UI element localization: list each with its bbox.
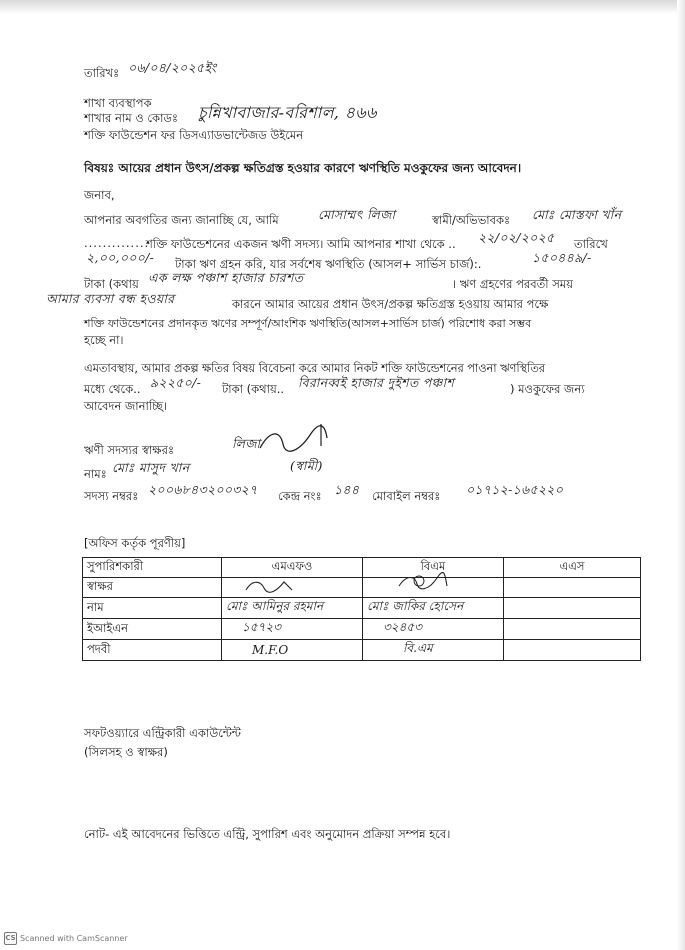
body-text: হচ্ছে না।	[84, 333, 124, 347]
member-signature: লিজা	[232, 436, 261, 451]
body-text: । ঋণ গ্রহণের পরবর্তী সময়	[452, 277, 573, 291]
row-label: নাম	[83, 598, 222, 619]
as-signature-cell	[504, 578, 641, 598]
center-number-label: কেন্দ্র নংঃ	[278, 489, 322, 503]
mfo-name: মোঃ আমিনুর রহমান	[222, 598, 363, 619]
recommendation-table	[82, 557, 641, 661]
table-header-row	[83, 558, 641, 578]
scanner-text: Scanned with CamScanner	[20, 934, 128, 943]
row-label: স্বাক্ষর	[83, 578, 222, 598]
mfo-signature-cell	[222, 578, 363, 598]
office-section-label: [অফিস কর্তৃক পূরণীয়]	[84, 536, 186, 550]
body-text: টাকা ঋণ গ্রহন করি, যার সর্বশেষ ঋণস্থিতি (আসল+ সার্ভিস চার্জ):.	[175, 257, 482, 271]
body-text: মধ্যে থেকে..	[84, 382, 141, 396]
member-name-value: মোঃ মাসুদ খান	[112, 460, 190, 475]
mfo-designation: M.F.O	[222, 640, 363, 661]
signature-scribble	[255, 420, 335, 460]
scanner-watermark	[4, 932, 128, 945]
hw-waiver-words: বিরানব্বই হাজার দুইশত পঞ্চাশ	[298, 375, 455, 390]
camscanner-logo-icon: CS	[4, 932, 17, 945]
bm-signature-cell	[363, 578, 504, 598]
member-name-note: (স্বামী)	[290, 458, 323, 473]
accountant-line: সফটওয়্যারে এন্ট্রিকারী একাউন্টেন্ট	[84, 726, 241, 740]
member-number-label: সদস্য নম্বরঃ	[84, 489, 139, 503]
body-text: এমতাবস্থায়, আমার প্রকল্প ক্ষতির বিষয় বিবেচনা করে আমার নিকট শক্তি ফাউন্ডেশনের পাওনা ঋণস্থিতির	[84, 362, 545, 375]
bm-ein: ৩২৪৫৩	[363, 619, 504, 640]
scan-edge-top	[0, 0, 685, 14]
body-text: কারনে আমার আয়ের প্রধান উৎস/প্রকল্প ক্ষতিগ্রস্ত হওয়ায় আমার পক্ষে	[232, 297, 549, 311]
table-header: বিএম	[363, 558, 504, 578]
accountant-seal-line: (সিলসহ ও স্বাক্ষর)	[84, 745, 168, 759]
hw-outstanding-words: এক লক্ষ পঞ্চাশ হাজার চারশত	[148, 270, 304, 285]
bm-name: মোঃ জাকির হোসেন	[363, 598, 504, 619]
member-number-value: ২০০৬৮৪৩২০০৩২৭	[148, 482, 258, 497]
body-text: টাকা (কথায়	[84, 277, 139, 291]
table-header: সুপারিশকারী	[83, 558, 222, 578]
center-number-value: ১৪৪	[334, 482, 360, 497]
footer-note: নোট- এই আবেদনের ভিত্তিতে এন্ট্রি, সুপারিশ এবং অনুমোদন প্রক্রিয়া সম্পন্ন হবে।	[84, 827, 451, 841]
bm-designation: বি.এম	[363, 640, 504, 661]
signature-label: ঋণী সদস্যর স্বাক্ষরঃ	[84, 443, 175, 457]
body-text: তারিখে	[574, 237, 608, 251]
as-ein	[504, 619, 641, 640]
date-value: ০৬/০৪/২০২৫ইং	[128, 60, 217, 75]
branch-manager: শাখা ব্যবস্থাপক	[84, 96, 152, 110]
hw-waiver-amount: ৯২২৫০/-	[150, 375, 202, 390]
organization-name: শক্তি ফাউন্ডেশন ফর ডিসএ্যাডভান্টেজড উইমেন	[84, 128, 304, 142]
subject-line: বিষয়ঃ আয়ের প্রধান উৎস/প্রকল্প ক্ষতিগ্রস্ত হওয়ার কারণে ঋণস্থিতি মওকুফের জন্য আবেদন।	[84, 161, 522, 175]
branch-name-label: শাখার নাম ও কোডঃ	[84, 111, 179, 125]
body-text: শক্তি ফাউন্ডেশনের প্রদানকৃত ঋণের সম্পূর্ণ/আংশিক ঋণস্থিতি(আসল+সার্ভিস চার্জ) পরিশোধ করা সম্ভব	[84, 317, 532, 330]
body-text: আপনার অবগতির জন্য জানাচ্ছি যে, আমি	[84, 213, 279, 227]
table-row	[83, 640, 641, 661]
body-text: ) মওকুফের জন্য	[510, 382, 585, 396]
table-header: এএস	[504, 558, 641, 578]
hw-reason: আমার ব্যবসা বন্ধ হওয়ার	[46, 291, 175, 306]
as-name	[504, 598, 641, 619]
as-designation	[504, 640, 641, 661]
branch-name-value: চুন্নিখাবাজার-বরিশাল, ৪৬৬	[198, 103, 377, 122]
hw-guardian-name: মোঃ মোস্তফা খাঁন	[532, 207, 622, 222]
table-row	[83, 619, 641, 640]
mfo-signature-scribble	[242, 578, 302, 594]
bm-signature-scribble	[393, 572, 453, 594]
hw-loan-amount: ২,০০,০০০/-	[86, 250, 155, 265]
row-label: পদবী	[83, 640, 222, 661]
member-name-label: নামঃ	[84, 467, 107, 481]
salutation: জনাব,	[84, 188, 115, 202]
mfo-ein: ১৫৭২৩	[222, 619, 363, 640]
hw-loan-date: ২২/০২/২০২৫	[478, 230, 555, 245]
mobile-number-label: মোবাইল নম্বরঃ	[372, 489, 441, 503]
scan-edge-right	[677, 0, 685, 950]
body-text: টাকা (কথায়..	[222, 382, 285, 396]
body-text: আবেদন জানাচ্ছি।	[84, 399, 168, 413]
table-row	[83, 598, 641, 619]
body-text: স্বামী/অভিভাবকঃ	[432, 213, 511, 227]
hw-outstanding-amount: ১৫০৪৪৯/-	[532, 250, 592, 265]
table-row	[83, 578, 641, 598]
body-text: শক্তি ফাউন্ডেশনের একজন ঋণী সদস্য। আমি আপনার শাখা থেকে ..	[146, 237, 456, 251]
body-text: ..............	[84, 236, 150, 250]
mobile-number-value: ০১৭১২-১৬৫২২০	[466, 482, 564, 497]
hw-applicant-name: মোসাম্মৎ লিজা	[318, 207, 396, 222]
row-label: ইআইএন	[83, 619, 222, 640]
table-header: এমএফও	[222, 558, 363, 578]
date-label: তারিখঃ	[84, 66, 120, 80]
